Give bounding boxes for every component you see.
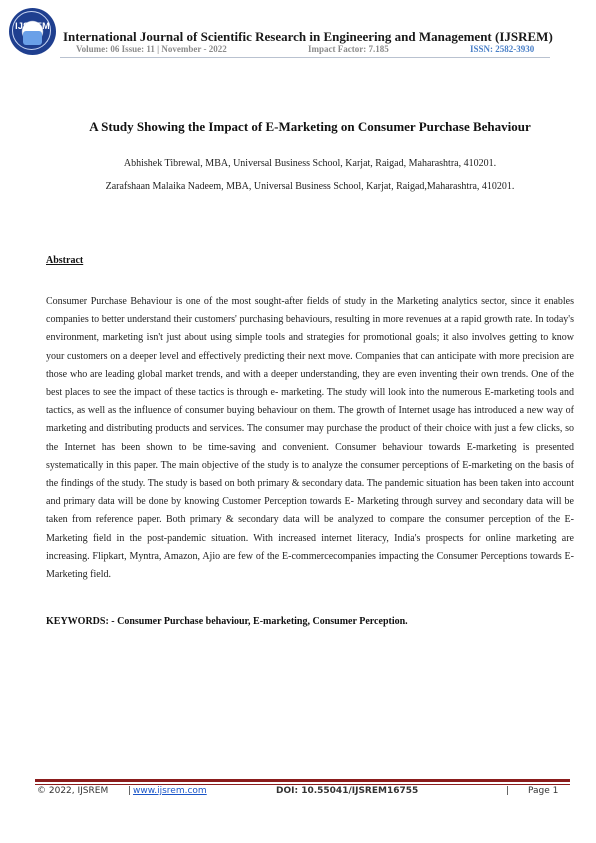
footer-separator: | [506,786,510,796]
page-number: Page 1 [528,786,559,796]
author-line-2: Zarafshaan Malaika Nadeem, MBA, Universal Business School, Karjat, Raigad,Maharashtra, 410201. [105,181,515,192]
footer-separator: | [128,786,132,796]
abstract-heading: Abstract [46,255,84,266]
gear-icon [23,31,42,45]
journal-title: International Journal of Scientific Research in Engineering and Management (IJSREM) [63,29,553,44]
journal-logo [9,8,56,55]
author-line-1: Abhishek Tibrewal, MBA, Universal Business School, Karjat, Raigad, Maharashtra, 410201. [123,158,497,169]
logo-text: IJSREM [15,21,50,31]
footer-divider-thin [35,784,570,785]
footer-website-link[interactable]: www.ijsrem.com [133,786,207,796]
paper-title: A Study Showing the Impact of E-Marketing on Consumer Purchase Behaviour [89,119,531,134]
abstract-text: Consumer Purchase Behaviour is one of the most sought-after fields of study in the Marketing analytics sector, since it enables companies to better understand their customers' purchasing behaviours, resulting in more revenues at a rapid growth rate. In today's environment, marketing isn't just about using simple tools and strategies for promotional goals; it also involves getting to know your customers on a deeper level and effectively predicting their next move. Companies that can anticipate with more precision are those who are leading global market trends, and with a deeper understanding, they are even inventing their own trends. One of the best places to see the impact of these tactics is through e- marketing. The study will look into the numerous E-marketing tools and tactics, as well as the influence of consumer buying behaviour on them. The growth of Internet usage has introduced a new way of marketing and distributing products and services. The consumer may purchase the product of their choice with just a few clicks, so the Internet has been shown to be time-saving and convenient. Consumer behaviour towards E-marketing is presented systematically in this paper. The main objective of the study is to analyze the consumer perceptions of E-marketing on the basis of the findings of the study. The study is based on both primary & secondary data. The pandemic situation has been taken into account and primary data will be done by knowing Customer Perception towards E- Marketing through survey and secondary data will be taken from reference paper. Both primary & secondary data will be analyzed to compare the consumer perception of the E-Marketing field in the post-pandemic situation. With increased internet literacy, India's prospects for online marketing are increasing. Flipkart, Myntra, Amazon, Ajio are few of the E-commercecompanies impacting the Consumer Perceptions towards E-Marketing field. [46,296,574,581]
footer-doi: DOI: 10.55041/IJSREM16755 [276,786,419,796]
issn: ISSN: 2582-3930 [470,44,535,54]
volume-issue: Volume: 06 Issue: 11 | November - 2022 [76,44,227,54]
footer-copyright: © 2022, IJSREM [37,786,109,796]
footer-divider-thick [35,779,570,782]
impact-factor: Impact Factor: 7.185 [308,44,389,54]
header-divider [60,57,550,58]
keywords: KEYWORDS: - Consumer Purchase behaviour, E-marketing, Consumer Perception. [46,616,408,627]
